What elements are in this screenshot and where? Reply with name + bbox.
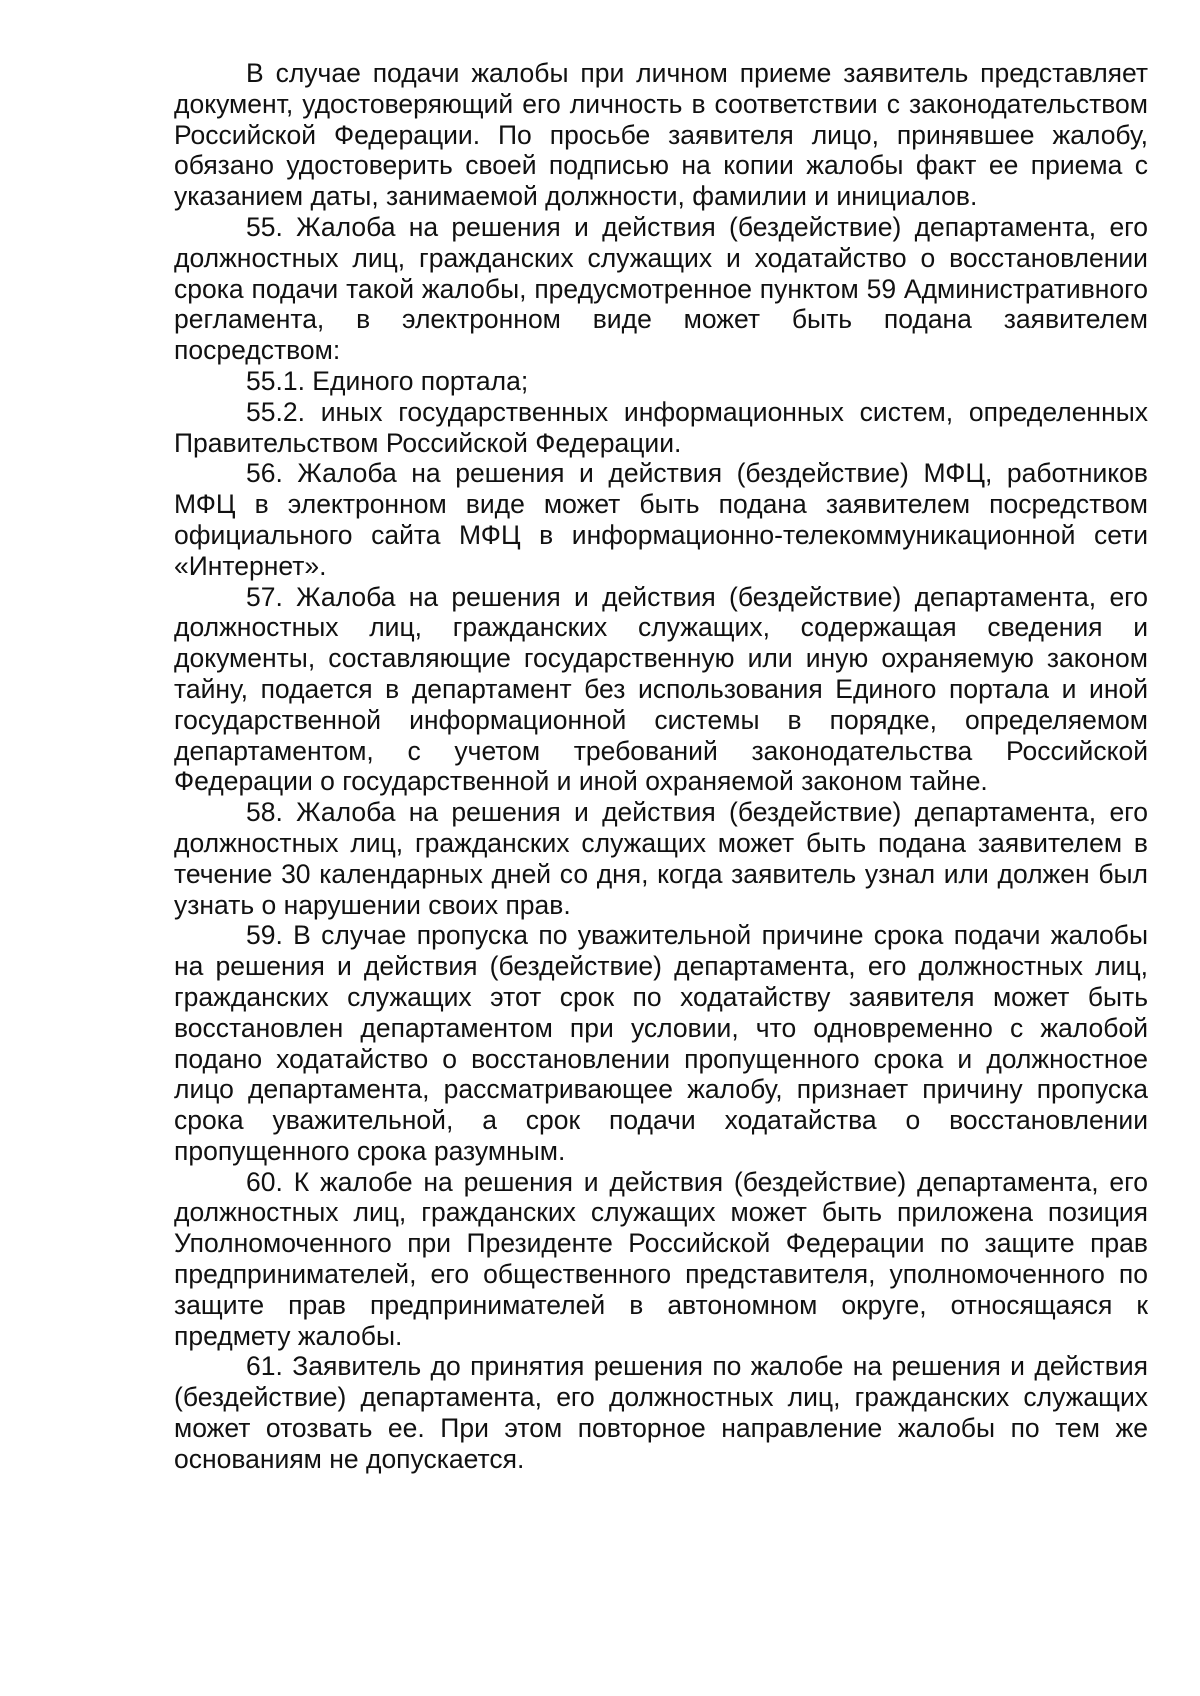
paragraph-56: 56. Жалоба на решения и действия (бездействие) МФЦ, работников МФЦ в электронном виде может быть подана заявителем посредством официального сайта МФЦ в информационно-телекоммуникационной сети «Интернет». <box>174 458 1148 581</box>
paragraph-60: 60. К жалобе на решения и действия (бездействие) департамента, его должностных лиц, гражданских служащих может быть приложена позиция Уполномоченного при Президенте Российской Федерации по защите прав предпринимателей, его общественного представителя, уполномоченного по защите прав предпринимателей в автономном округе, относящаяся к предмету жалобы. <box>174 1166 1148 1351</box>
document-body <box>174 58 1148 1475</box>
paragraph-personal-reception: В случае подачи жалобы при личном приеме заявитель представляет документ, удостоверяющий его личность в соответствии с законодательством Российской Федерации. По просьбе заявителя лицо, принявшее жалобу, обязано удостоверить своей подписью на копии жалобы факт ее приема с указанием даты, занимаемой должности, фамилии и инициалов. <box>174 58 1148 212</box>
paragraph-55: 55. Жалоба на решения и действия (бездействие) департамента, его должностных лиц, гражданских служащих и ходатайство о восстановлении срока подачи такой жалобы, предусмотренное пунктом 59 Административного регламента, в электронном виде может быть подана заявителем посредством: <box>174 211 1148 366</box>
paragraph-61: 61. Заявитель до принятия решения по жалобе на решения и действия (бездействие) департамента, его должностных лиц, гражданских служащих может отозвать ее. При этом повторное направление жалобы по тем же основаниям не допускается. <box>174 1351 1148 1474</box>
paragraph-59: 59. В случае пропуска по уважительной причине срока подачи жалобы на решения и действия (бездействие) департамента, его должностных лиц, гражданских служащих этот срок по ходатайству заявителя может быть восстановлен департаментом при условии, что одновременно с жалобой подано ходатайство о восстановлении пропущенного срока и должностное лицо департамента, рассматривающее жалобу, признает причину пропуска срока уважительной, а срок подачи ходатайства о восстановлении пропущенного срока разумным. <box>174 920 1148 1166</box>
paragraph-57: 57. Жалоба на решения и действия (бездействие) департамента, его должностных лиц, гражданских служащих, содержащая сведения и документы, составляющие государственную или иную охраняемую законом тайну, подается в департамент без использования Единого портала и иной государственной информационной системы в порядке, определяемом департаментом, с учетом требований законодательства Российской Федерации о государственной и иной охраняемой законом тайне. <box>174 581 1148 797</box>
paragraph-58: 58. Жалоба на решения и действия (бездействие) департамента, его должностных лиц, гражданских служащих может быть подана заявителем в течение 30 календарных дней со дня, когда заявитель узнал или должен был узнать о нарушении своих прав. <box>174 797 1148 920</box>
paragraph-55-2: 55.2. иных государственных информационных систем, определенных Правительством Российской Федерации. <box>174 396 1148 458</box>
paragraph-55-1: 55.1. Единого портала; <box>246 365 529 396</box>
